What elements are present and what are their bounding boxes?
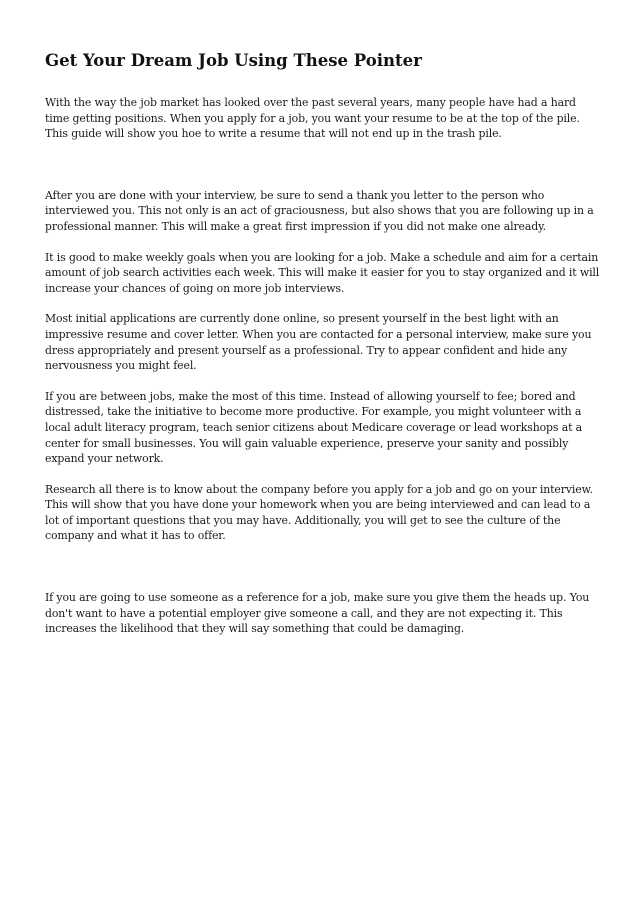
paragraph-weekly-goals: It is good to make weekly goals when you are looking for a job. Make a schedule and aim for a certain amount of job search activities each week. This will make it easier for you to stay organized and it will increase your chances of going on more job interviews. (45, 250, 600, 295)
paragraph-research-company: Research all there is to know about the company before you apply for a job and go on your interview. This will show that you have done your homework when you are being interviewed and can lead to a lot of important questions that you may have. Additionally, you will get to see the culture of the company and what it has to offer. (45, 482, 593, 543)
spacer (45, 559, 601, 590)
paragraph-thank-you-letter: After you are done with your interview, be sure to send a thank you letter to the person who interviewed you. This not only is an act of graciousness, but also shows that you are following up in a professional manner. This will make a great first impression if you did not make one already. (45, 188, 594, 233)
spacer (45, 157, 601, 188)
paragraph-between-jobs: If you are between jobs, make the most of this time. Instead of allowing yourself to fee; bored and distressed, take the initiative to become more productive. For example, you might volunteer with a local adult literacy program, teach senior citizens about Medicare coverage or lead workshops at a center for small businesses. You will gain valuable experience, preserve your sanity and possibly expand your network. (45, 389, 583, 466)
paragraph-intro: With the way the job market has looked over the past several years, many people have had a hard time getting positions. When you apply for a job, you want your resume to be at the top of the pile. This guide will show you hoe to write a resume that will not end up in the trash pile. (45, 96, 580, 141)
paragraph-references: If you are going to use someone as a reference for a job, make sure you give them the heads up. You don't want to have a potential employer give someone a call, and they are not expecting it. This increases the likelihood that they will say something that could be damaging. (45, 591, 590, 636)
paragraph-online-applications: Most initial applications are currently done online, so present yourself in the best light with an impressive resume and cover letter. When you are contacted for a personal interview, make sure you dress appropriately and present yourself as a professional. Try to appear confident and hide any nervousness you might feel. (45, 312, 592, 373)
document-page (45, 50, 601, 652)
page-title: Get Your Dream Job Using These Pointer (45, 51, 422, 70)
